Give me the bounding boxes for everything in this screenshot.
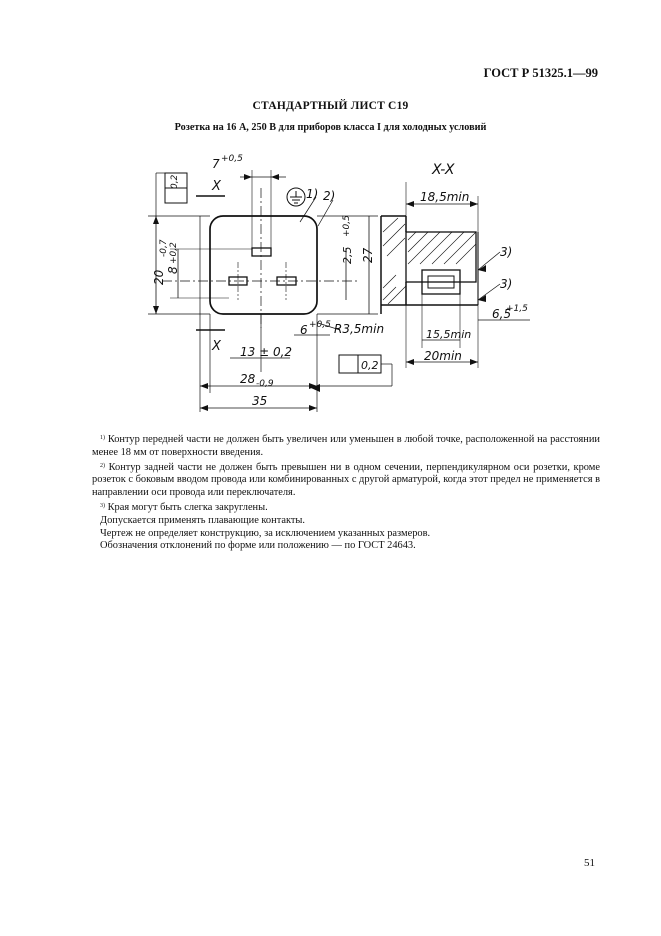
socket-outline xyxy=(210,216,317,314)
note-3-marker-a: 3) xyxy=(500,245,513,259)
dim-35: 35 xyxy=(252,394,268,408)
dim-top-slot: 7 xyxy=(212,157,220,171)
cut-mark-bottom: X xyxy=(212,339,221,354)
dim-6-5: 6,5 xyxy=(492,307,512,321)
radius-label: R3,5min xyxy=(334,322,385,336)
note-item-6: Обозначения отклонений по форме или положению — по ГОСТ 24643. xyxy=(100,540,416,552)
earth-contact-slot xyxy=(252,248,271,256)
dim-28: 28 xyxy=(240,372,256,386)
dim-13: 13 ± 0,2 xyxy=(240,345,293,359)
section-label: X-X xyxy=(432,162,455,178)
dim-8-tol: +0,2 xyxy=(169,242,179,264)
note-item-4: Допускается применять плавающие контакты. xyxy=(100,514,306,526)
cut-mark-top: X xyxy=(212,179,221,194)
tolerance-top: 0,2 xyxy=(170,174,180,189)
notes-block xyxy=(92,432,600,553)
note-item-3: $^{3)}$ Края могут быть слегка закруглены. xyxy=(100,501,268,513)
dim-8: 8 xyxy=(166,266,180,274)
dim-6: 6 xyxy=(300,323,308,337)
dim-2-5-tol: +0,5 xyxy=(342,215,352,237)
dim-6-tol: +0,5 xyxy=(309,320,331,330)
dim-27: 27 xyxy=(361,247,375,263)
dim-15-5: 15,5min xyxy=(426,328,472,341)
note-1-marker: 1) xyxy=(306,187,319,201)
technical-drawing xyxy=(0,150,661,430)
tolerance-bottom: 0,2 xyxy=(361,359,379,372)
note-item-1: $^{1)}$ Контур передней части не должен быть увеличен или уменьшен в любой точке, расположенной на расстоянии менее 18 мм от поверхности введения. xyxy=(92,434,600,458)
note-2-marker: 2) xyxy=(323,189,336,203)
dim-18-5: 18,5min xyxy=(420,190,470,204)
note-3-marker-b: 3) xyxy=(500,277,513,291)
page-number: 51 xyxy=(584,857,595,869)
sheet-title: СТАНДАРТНЫЙ ЛИСТ С19 xyxy=(252,100,409,112)
dim-28-tol: -0,9 xyxy=(256,379,274,389)
dim-20-tol: -0,7 xyxy=(159,239,169,257)
note-item-2: $^{2)}$ Контур задней части не должен быть превышен ни в одном сечении, перпендикулярном оси розетки, кроме розеток с боковым вводом провода или комбинированных с другой арматурой, когда этот предел не применяется в направлении оси провода или переключателя. xyxy=(92,461,600,499)
dim-20: 20 xyxy=(152,269,166,285)
dim-20min: 20min xyxy=(424,349,462,363)
dim-top-slot-tol: +0,5 xyxy=(221,154,243,164)
note-item-5: Чертеж не определяет конструкцию, за исключением указанных размеров. xyxy=(100,527,431,539)
dim-6-5-tol: +1,5 xyxy=(506,304,528,314)
sheet-subtitle: Розетка на 16 А, 250 В для приборов класса I для холодных условий xyxy=(174,122,487,133)
standard-code: ГОСТ Р 51325.1—99 xyxy=(483,66,598,80)
dim-2-5: 2,5 xyxy=(341,246,354,264)
